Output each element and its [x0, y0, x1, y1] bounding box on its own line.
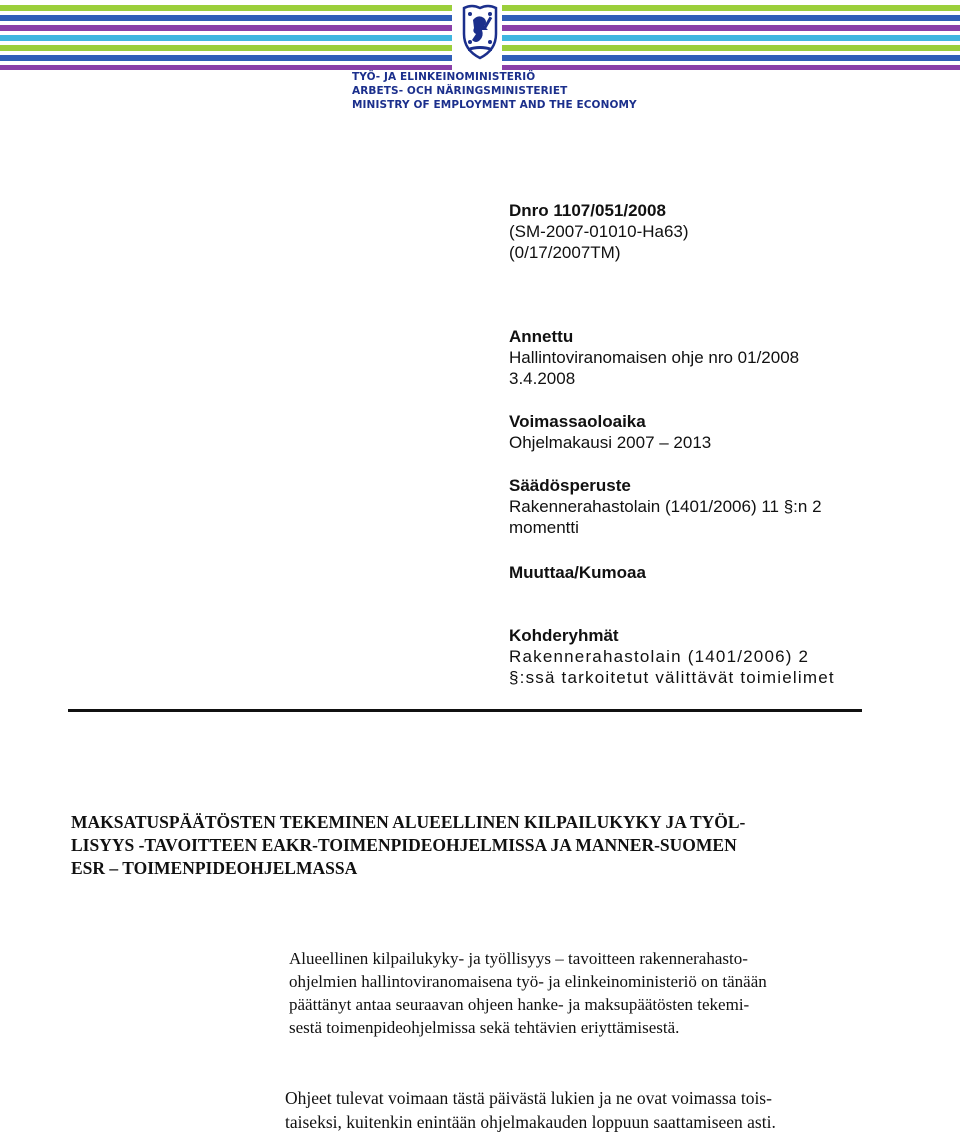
paragraph-line: päättänyt antaa seuraavan ohjeen hanke- ja maksupäätösten tekemi-: [289, 995, 750, 1014]
paragraph-line: ohjelmien hallintoviranomaisena työ- ja elinkeinoministeriö on tänään: [289, 972, 767, 991]
amends-label: Muuttaa/Kumoaa: [509, 563, 646, 582]
amends-section: [509, 562, 646, 583]
reference-numbers: [509, 200, 689, 263]
target-groups-line-1: Rakennerahastolain (1401/2006) 2: [509, 647, 810, 666]
validity-label: Voimassaoloaika: [509, 412, 646, 431]
ministry-name-sv: ARBETS- OCH NÄRINGSMINISTERIET: [352, 85, 568, 97]
ministry-name-fi: TYÖ- JA ELINKEINOMINISTERIÖ: [352, 71, 536, 83]
issued-instruction: Hallintoviranomaisen ohje nro 01/2008: [509, 348, 800, 367]
reference-tm: (0/17/2007TM): [509, 243, 621, 262]
validity-paragraph: [285, 1087, 776, 1134]
legal-basis-section: [509, 475, 822, 538]
issued-section: [509, 326, 799, 389]
paragraph-line: sestä toimenpideohjelmissa sekä tehtävien eriyttämisestä.: [289, 1018, 680, 1037]
target-groups-line-2: §:ssä tarkoitetut välittävät toimielimet: [509, 668, 835, 687]
paragraph-line: Alueellinen kilpailukyky- ja työllisyys – tavoitteen rakennerahasto-: [289, 949, 748, 968]
document-title: [71, 811, 871, 880]
validity-value: Ohjelmakausi 2007 – 2013: [509, 433, 712, 452]
title-line: LISYYS -TAVOITTEEN EAKR-TOIMENPIDEOHJELMISSA JA MANNER-SUOMEN: [71, 835, 737, 855]
title-line: ESR – TOIMENPIDEOHJELMASSA: [71, 858, 358, 878]
title-line: MAKSATUSPÄÄTÖSTEN TEKEMINEN ALUEELLINEN KILPAILUKYKY JA TYÖL-: [71, 812, 746, 832]
target-groups-label: Kohderyhmät: [509, 626, 619, 645]
ministry-name: [352, 70, 637, 112]
paragraph-line: Ohjeet tulevat voimaan tästä päivästä lukien ja ne ovat voimassa tois-: [285, 1088, 772, 1108]
intro-paragraph: [289, 947, 767, 1039]
horizontal-divider: [68, 709, 862, 712]
issued-date: 3.4.2008: [509, 369, 576, 388]
ministry-name-en: MINISTRY OF EMPLOYMENT AND THE ECONOMY: [352, 99, 637, 111]
issued-label: Annettu: [509, 327, 574, 346]
dnro: Dnro 1107/051/2008: [509, 201, 666, 220]
legal-basis-label: Säädösperuste: [509, 476, 631, 495]
legal-basis-line-2: momentti: [509, 518, 579, 537]
paragraph-line: taiseksi, kuitenkin enintään ohjelmakauden loppuun saattamiseen asti.: [285, 1111, 776, 1132]
reference-sm: (SM-2007-01010-Ha63): [509, 222, 689, 241]
target-groups-section: [509, 625, 835, 688]
legal-basis-line-1: Rakennerahastolain (1401/2006) 11 §:n 2: [509, 497, 822, 516]
validity-section: [509, 411, 711, 453]
